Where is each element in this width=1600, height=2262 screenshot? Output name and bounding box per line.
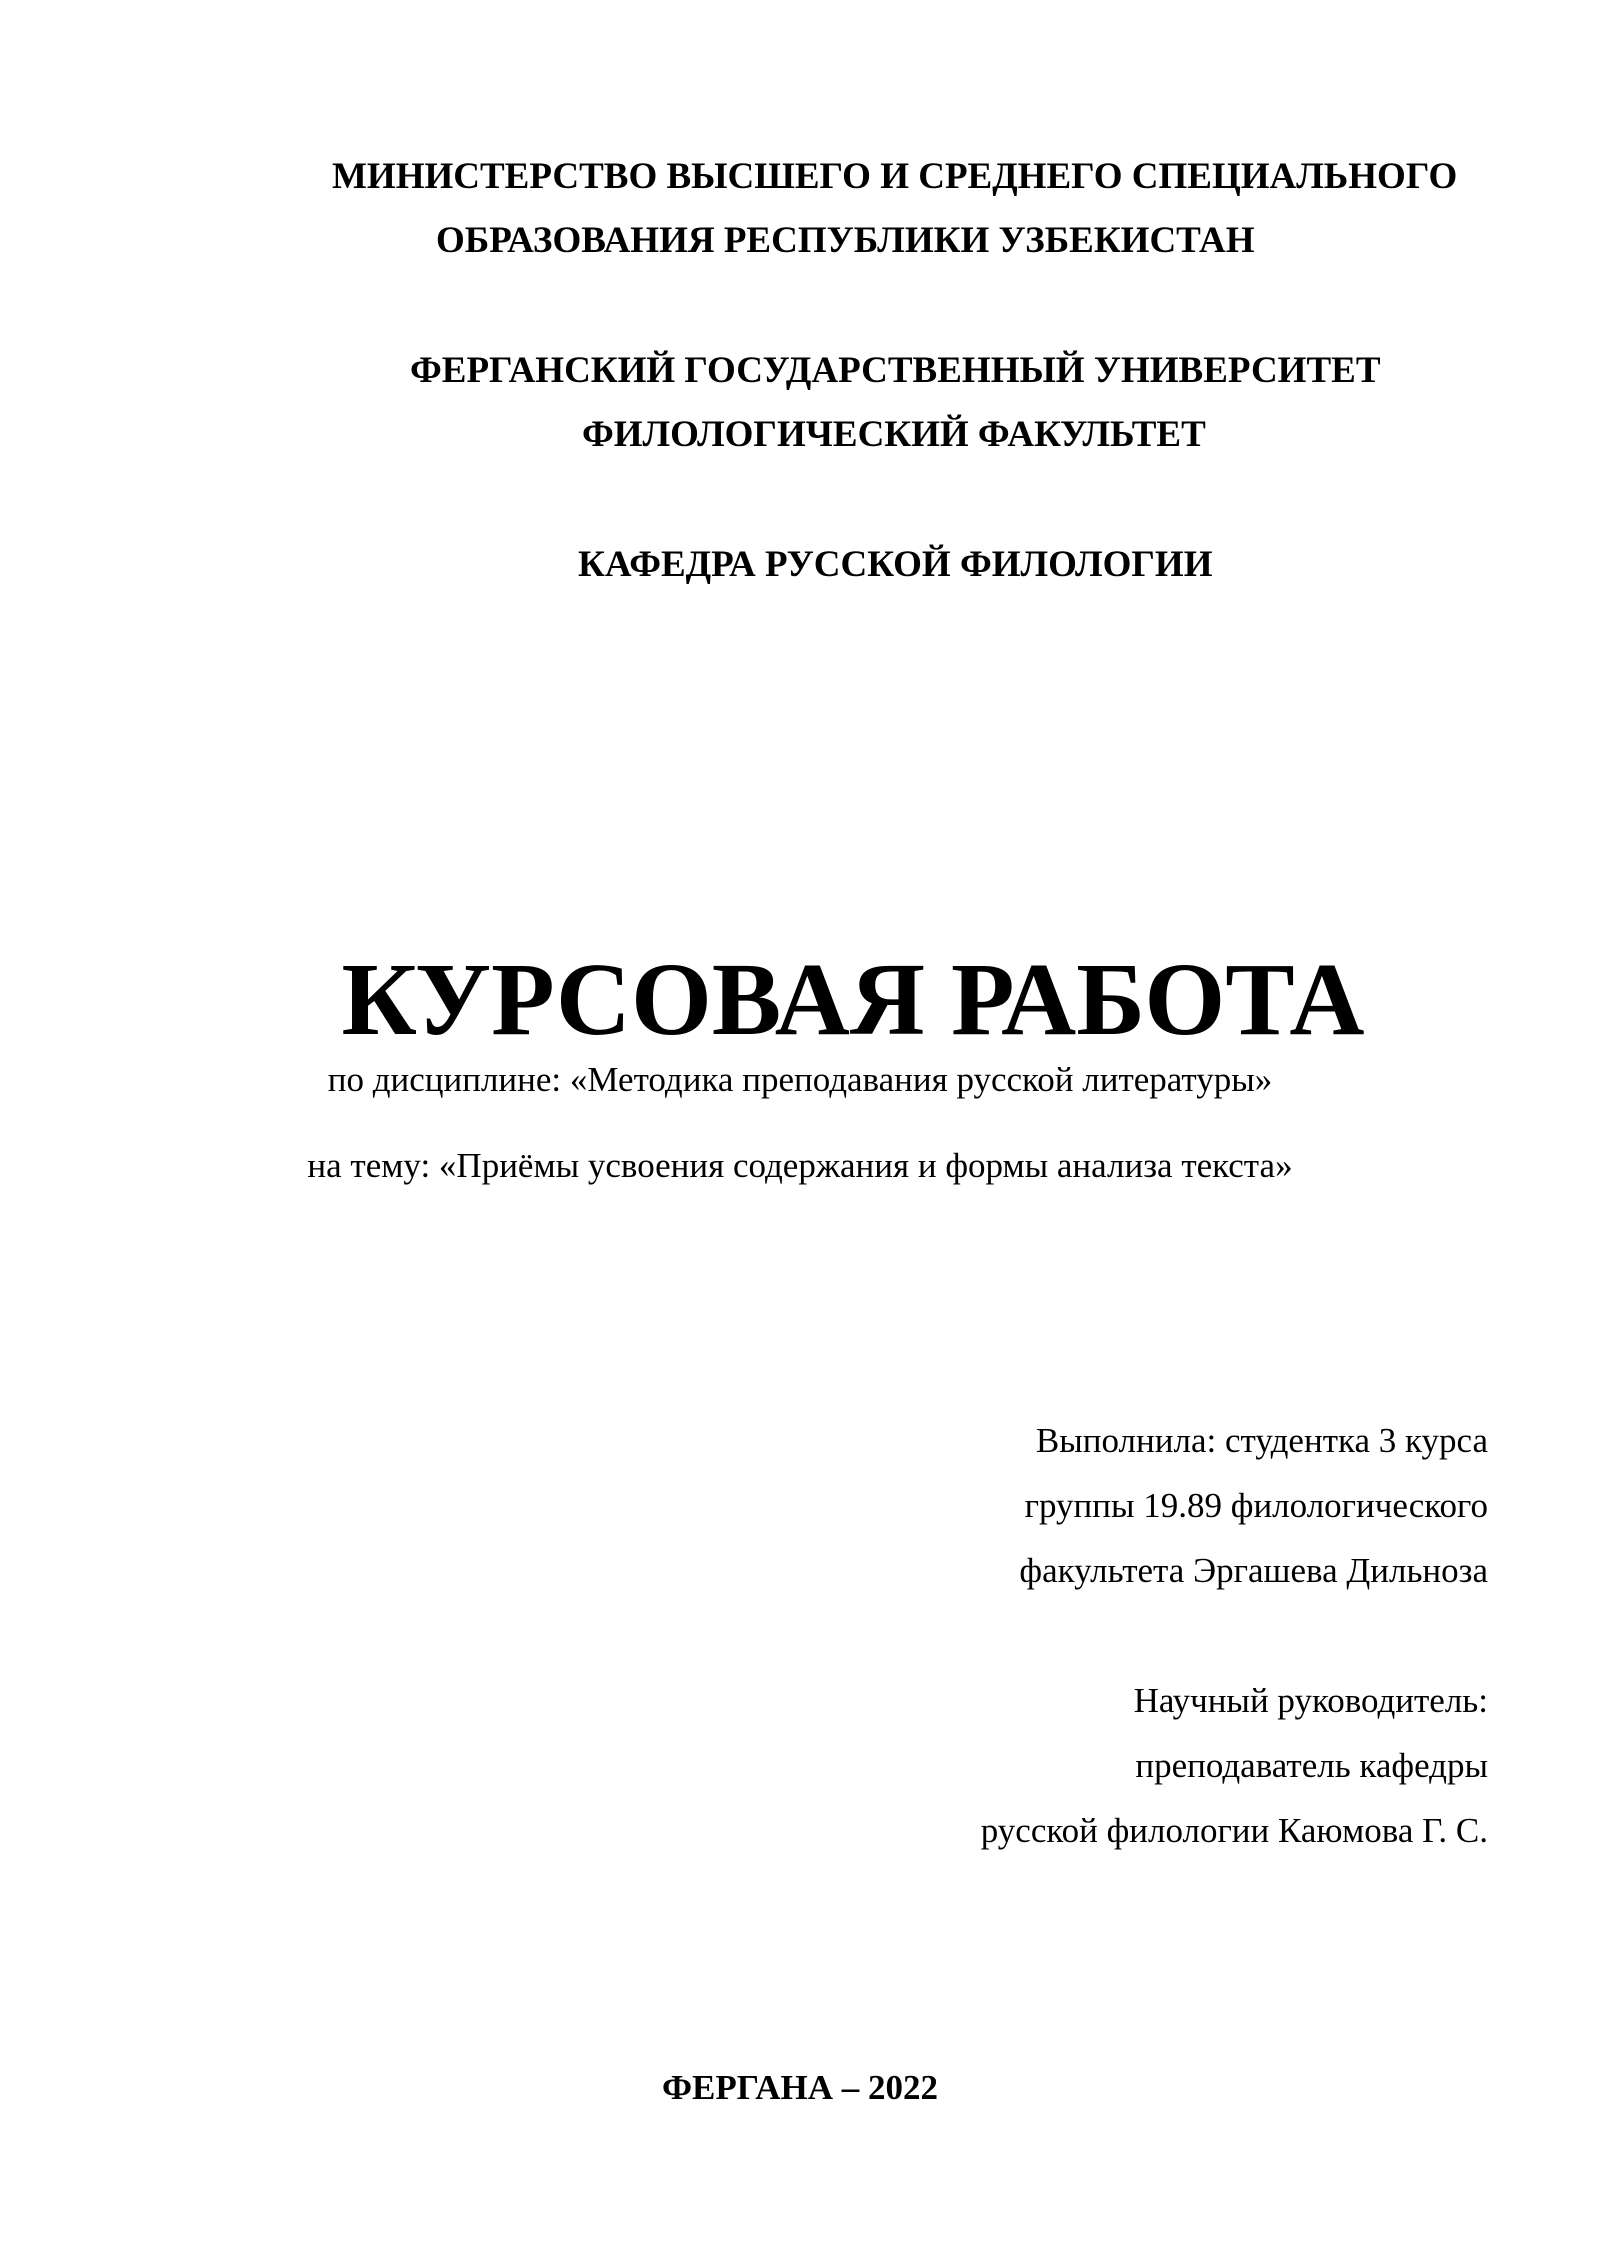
supervisor-line-2: преподаватель кафедры [1135,1746,1488,1785]
topic-line: на тему: «Приёмы усвоения содержания и формы анализа текста» [307,1146,1293,1185]
supervisor-line-3: русской филологии Каюмова Г. С. [980,1811,1488,1850]
city-year: ФЕРГАНА – 2022 [661,2068,939,2107]
supervisor-block [981,1668,1488,1863]
author-line-3: факультета Эргашева Дильноза [1019,1551,1488,1590]
supervisor-line-1: Научный руководитель: [1133,1681,1488,1720]
ministry-line-2: ОБРАЗОВАНИЯ РЕСПУБЛИКИ УЗБЕКИСТАН [436,220,1255,261]
author-line-1: Выполнила: студентка 3 курса [1035,1421,1488,1460]
ministry-line-1: МИНИСТЕРСТВО ВЫСШЕГО И СРЕДНЕГО СПЕЦИАЛЬНОГО [332,156,1458,197]
department-name: КАФЕДРА РУССКОЙ ФИЛОЛОГИИ [578,544,1213,585]
university-name: ФЕРГАНСКИЙ ГОСУДАРСТВЕННЫЙ УНИВЕРСИТЕТ [410,350,1381,391]
author-line-2: группы 19.89 филологического [1024,1486,1488,1525]
discipline-line: по дисциплине: «Методика преподавания русской литературы» [327,1060,1273,1099]
document-title: КУРСОВАЯ РАБОТА [341,942,1365,1057]
author-block [1019,1408,1488,1603]
faculty-name: ФИЛОЛОГИЧЕСКИЙ ФАКУЛЬТЕТ [582,414,1206,455]
